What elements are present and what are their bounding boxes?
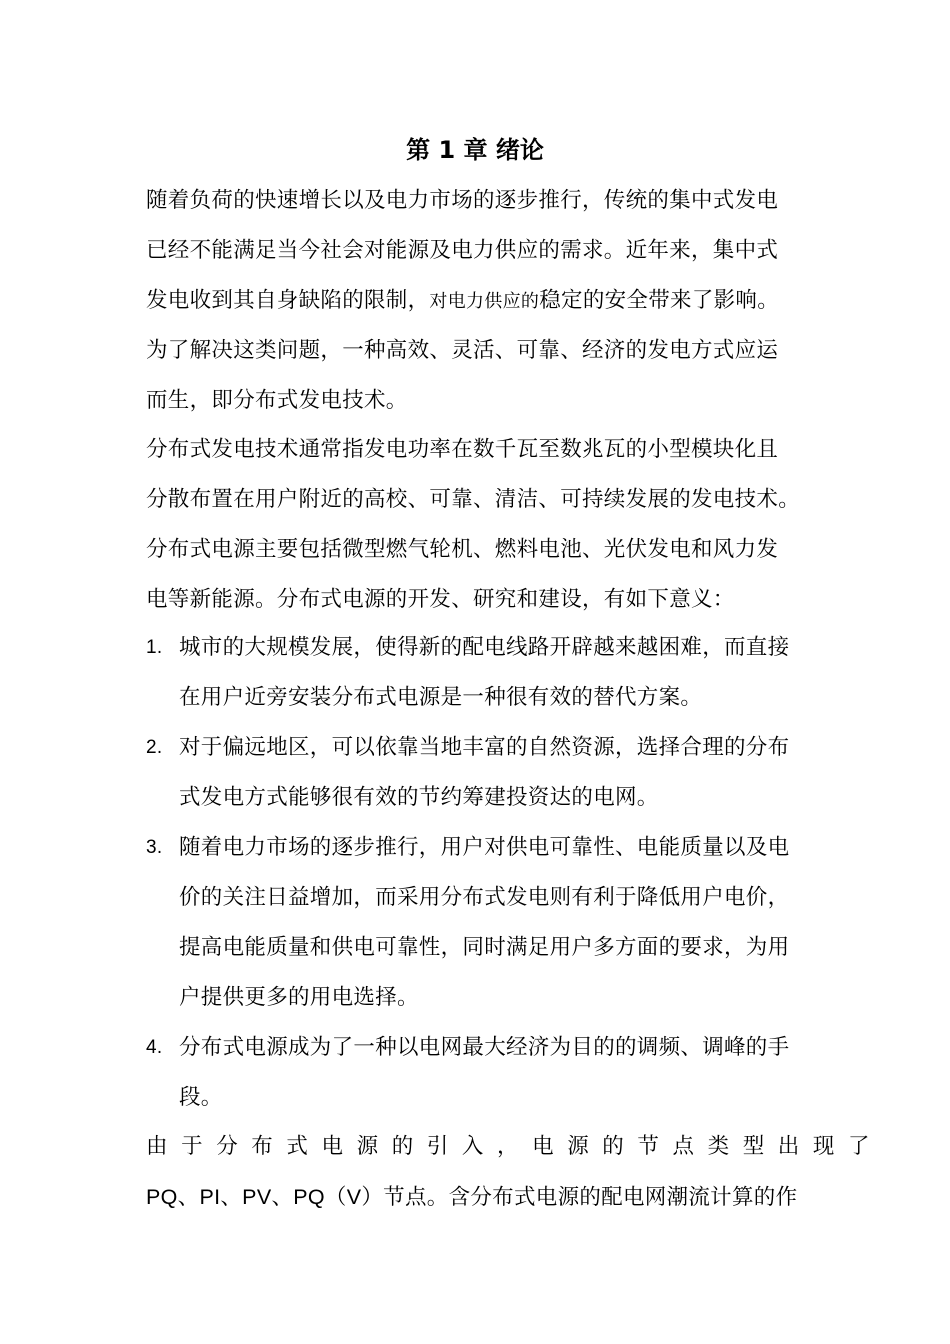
list-item — [146, 1023, 806, 1123]
node-type-list: PQ、PI、PV、PQ（V） — [146, 1185, 384, 1209]
chapter-title: 第 1 章 绪论 — [406, 136, 544, 164]
list-line: 价的关注日益增加，而采用分布式发电则有利于降低用户电价， — [179, 885, 790, 910]
list-line: 分布式电源成为了一种以电网最大经济为目的的调频、调峰的手 — [179, 1035, 790, 1060]
list-number: 2. — [146, 737, 163, 758]
paragraph-line: 而生，即分布式发电技术。 — [146, 388, 408, 413]
paragraph-line: 分散布置在用户附近的高校、可靠、清洁、可持续发展的发电技术。 — [146, 487, 801, 512]
list-line: 户提供更多的用电选择。 — [179, 985, 419, 1010]
paragraph-line — [146, 276, 806, 326]
paragraph-node-types — [146, 1122, 884, 1222]
paragraph-line: 已经不能满足当今社会对能源及电力供应的需求。近年来，集中式 — [146, 238, 779, 263]
paragraph-line: 随着负荷的快速增长以及电力市场的逐步推行，传统的集中式发电 — [146, 188, 779, 213]
paragraph-intro — [146, 176, 806, 426]
text-run: 稳定的安全带来了影响。 — [539, 288, 780, 313]
list-number: 4. — [146, 1037, 163, 1058]
text-run: 发电收到其自身缺陷的限制， — [146, 288, 430, 313]
list-line: 提高电能质量和供电可靠性，同时满足用户多方面的要求，为用 — [179, 935, 790, 960]
text-run: 节点。含分布式电源的配电网潮流计算的作 — [383, 1185, 798, 1210]
list-line: 随着电力市场的逐步推行，用户对供电可靠性、电能质量以及电 — [179, 835, 790, 860]
paragraph-line: 分布式电源主要包括微型燃气轮机、燃料电池、光伏发电和风力发 — [146, 537, 779, 562]
list-line: 在用户近旁安装分布式电源是一种很有效的替代方案。 — [179, 685, 703, 710]
list-item — [146, 723, 806, 823]
paragraph-line: 电等新能源。分布式电源的开发、研究和建设，有如下意义： — [146, 587, 735, 612]
list-line: 城市的大规模发展，使得新的配电线路开辟越来越困难，而直接 — [179, 635, 790, 660]
list-line: 对于偏远地区，可以依靠当地丰富的自然资源，选择合理的分布 — [179, 735, 790, 760]
paragraph-line — [146, 1172, 806, 1222]
list-line: 段。 — [179, 1085, 223, 1110]
list-line: 式发电方式能够很有效的节约筹建投资达的电网。 — [179, 785, 659, 810]
paragraph-definition — [146, 425, 806, 625]
list-item — [146, 823, 806, 1023]
text-run-small: 对电力供应的 — [429, 291, 540, 312]
paragraph-line: 为了解决这类问题，一种高效、灵活、可靠、经济的发电方式应运 — [146, 338, 779, 363]
list-number: 1. — [146, 637, 163, 658]
paragraph-line: 分布式发电技术通常指发电功率在数千瓦至数兆瓦的小型模块化且 — [146, 437, 779, 462]
paragraph-line: 由于分布式电源的引入，电源的节点类型出现了 — [146, 1134, 884, 1159]
significance-list — [146, 623, 806, 1123]
list-number: 3. — [146, 837, 163, 858]
list-item — [146, 623, 806, 723]
